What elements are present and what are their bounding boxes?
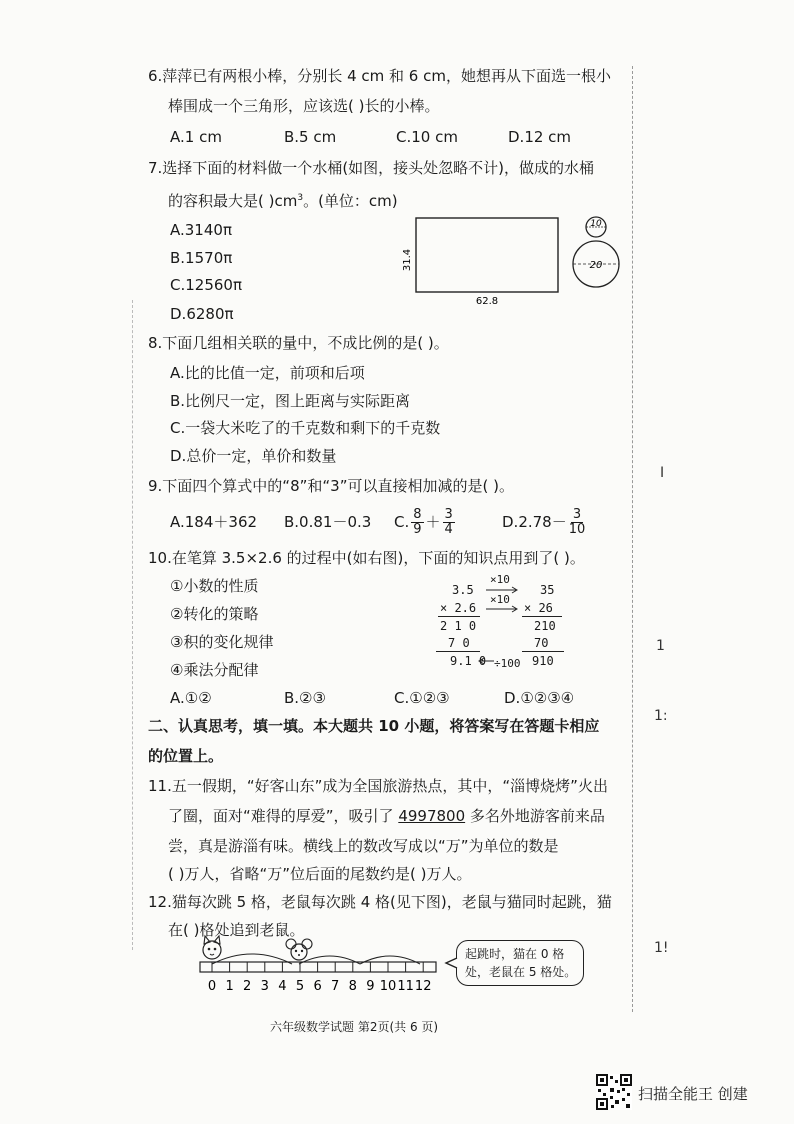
ruler-label: 3 (260, 979, 269, 994)
calc-right-r5: 910 (532, 654, 554, 668)
q12-line2: 在( )格处追到老鼠。 (168, 921, 305, 939)
q11-underlined-number: 4997800 (398, 807, 466, 825)
bucket-sheet-rect (416, 218, 558, 292)
q10-option-a: A.①② (170, 689, 212, 707)
left-margin-divider (132, 300, 133, 950)
margin-mark-1: I (660, 465, 665, 481)
q6-line2: 棒围成一个三角形，应该选( )长的小棒。 (168, 97, 440, 115)
q9-option-a: A.184＋362 (170, 513, 258, 531)
rect-height-label: 31.4 (402, 248, 413, 272)
q6-option-b: B.5 cm (284, 128, 337, 146)
q7-option-a: A.3140π (170, 221, 232, 239)
q6-option-a: A.1 cm (170, 128, 222, 146)
ruler-label: 0 (207, 979, 217, 994)
section2-heading-line2: 的位置上。 (148, 747, 224, 765)
q11-line3: 尝，真是游淄有味。横线上的数改写成以“万”为单位的数是 (168, 837, 559, 855)
cat-icon (203, 936, 221, 959)
q10-point-1: ①小数的性质 (170, 577, 259, 595)
ruler-label: 5 (295, 979, 305, 994)
ruler-label: 1 (225, 979, 234, 994)
arrow3-label: ÷100 (494, 657, 521, 670)
margin-mark-4: 1! (654, 940, 669, 956)
q8-option-c: C.一袋大米吃了的千克数和剩下的千克数 (170, 419, 441, 437)
bubble-tail (444, 956, 458, 970)
rect-width-label: 62.8 (475, 296, 499, 307)
ruler-label: 7 (331, 979, 340, 994)
q10-option-b: B.②③ (284, 689, 326, 707)
q10-stem: 10.在笔算 3.5×2.6 的过程中(如右图)，下面的知识点用到了( )。 (148, 549, 585, 567)
q8-stem: 8.下面几组相关联的量中，不成比例的是( )。 (148, 334, 449, 352)
q7-line2: 的容积最大是( )$cm^3$。(单位：cm) (168, 192, 398, 210)
calc-left-r1: 3.5 (452, 583, 474, 597)
margin-divider (632, 66, 633, 1012)
qr-code-icon (596, 1074, 632, 1110)
margin-mark-2: 1 (656, 638, 665, 654)
fraction-8-9: $\frac{8}{9}$ (413, 507, 422, 537)
q10-point-2: ②转化的策略 (170, 605, 259, 623)
q9-option-c: C. $\frac{8}{9}$ ＋ $\frac{3}{4}$ (394, 507, 453, 537)
arrow2-label: ×10 (490, 593, 510, 606)
q8-option-a: A.比的比值一定，前项和后项 (170, 364, 365, 382)
ruler-label: 2 (243, 979, 252, 994)
q9-option-b: B.0.81－0.3 (284, 513, 372, 531)
calc-right-r1: 35 (540, 583, 555, 597)
calc-right-r3: 210 (534, 619, 556, 633)
calc-left-r3: 2 1 0 (440, 619, 477, 633)
ruler-label: 6 (313, 979, 322, 994)
speech-bubble (456, 940, 584, 986)
q12-line1: 12.猫每次跳 5 格，老鼠每次跳 4 格(见下图)，老鼠与猫同时起跳，猫 (148, 893, 612, 911)
calc-left-r5: 9.1 0 (450, 654, 487, 668)
bubble-line2: 处，老鼠在 5 格处。 (465, 965, 577, 979)
bubble-line1: 起跳时，猫在 0 格 (465, 947, 565, 961)
ruler-label: 12 (414, 979, 432, 994)
small-circle-label: 10 (590, 219, 602, 229)
ruler-label: 4 (278, 979, 287, 994)
fraction-3-10: $\frac{3}{10}$ (568, 507, 586, 537)
q12-ruler-figure (190, 930, 452, 1002)
q11-line2: 了圈，面对“难得的厚爱”，吸引了 4997800 多名外地游客前来品 (168, 807, 605, 825)
scanner-watermark: 扫描全能王 创建 (638, 1085, 748, 1103)
ruler-label: 8 (348, 979, 357, 994)
ruler-label: 11 (397, 979, 414, 994)
large-circle-label: 20 (589, 260, 603, 271)
q10-option-c: C.①②③ (394, 689, 450, 707)
q6-option-c: C.10 cm (396, 128, 458, 146)
q10-point-4: ④乘法分配律 (170, 661, 259, 679)
q7-option-c: C.12560π (170, 276, 242, 294)
q7-bucket-figure (400, 212, 640, 312)
q11-line4: ( )万人，省略“万”位后面的尾数约是( )万人。 (168, 865, 472, 883)
margin-mark-3: 1: (654, 708, 668, 724)
ruler-label: 10 (379, 979, 397, 994)
ruler-label: 9 (366, 979, 375, 994)
mouse-icon (286, 939, 312, 960)
section2-heading-line1: 二、认真思考，填一填。本大题共 10 小题，将答案写在答题卡相应 (148, 717, 600, 735)
calc-right-r4: 70 (534, 636, 549, 650)
q11-line1: 11.五一假期，“好客山东”成为全国旅游热点，其中，“淄博烧烤”火出 (148, 777, 608, 795)
q7-line1: 7.选择下面的材料做一个水桶(如图，接头处忽略不计)，做成的水桶 (148, 159, 595, 177)
calc-left-r2: × 2.6 (440, 601, 477, 615)
q10-point-3: ③积的变化规律 (170, 633, 274, 651)
arrow1-label: ×10 (490, 573, 510, 586)
q9-option-d: D.2.78－ $\frac{3}{10}$ (502, 507, 586, 537)
calc-right-r2: × 26 (524, 601, 553, 615)
q8-option-d: D.总价一定，单价和数量 (170, 447, 337, 465)
q10-option-d: D.①②③④ (504, 689, 575, 707)
q6-option-d: D.12 cm (508, 128, 572, 146)
fraction-3-4: $\frac{3}{4}$ (444, 507, 453, 537)
q7-option-d: D.6280π (170, 305, 234, 323)
page-footer: 六年级数学试题 第2页(共 6 页) (270, 1020, 439, 1034)
q7-option-b: B.1570π (170, 249, 233, 267)
calc-left-r4: 7 0 (448, 636, 470, 650)
q8-option-b: B.比例尺一定，图上距离与实际距离 (170, 392, 411, 410)
q9-stem: 9.下面四个算式中的“8”和“3”可以直接相加减的是( )。 (148, 477, 514, 495)
q6-line1: 6.萍萍已有两根小棒，分别长 4 cm 和 6 cm，她想再从下面选一根小 (148, 67, 611, 85)
